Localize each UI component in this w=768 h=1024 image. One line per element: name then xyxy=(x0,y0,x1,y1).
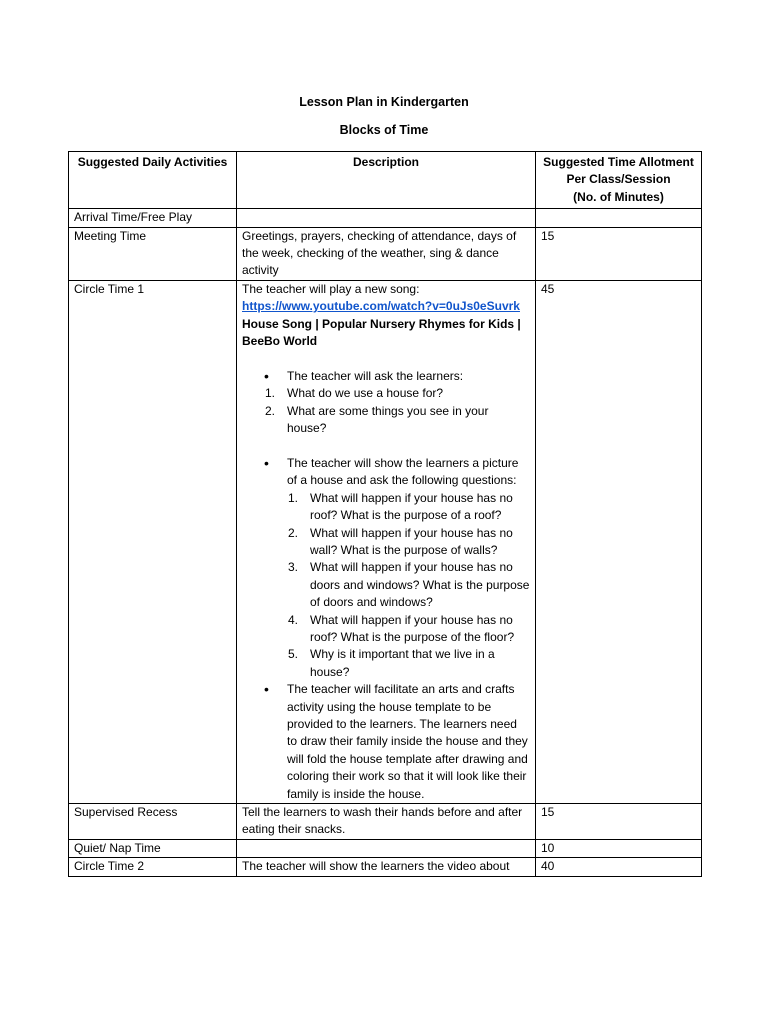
row-activity: Circle Time 1 xyxy=(69,280,237,803)
row-time: 40 xyxy=(536,858,702,876)
question-text: What will happen if your house has no doors and windows? What is the purpose of doors and windows? xyxy=(310,560,530,610)
song-title: House Song | Popular Nursery Rhymes for Kids | BeeBo World xyxy=(242,316,521,349)
question-item xyxy=(265,403,530,438)
question-text: What do we use a house for? xyxy=(287,386,444,401)
table-row xyxy=(69,858,702,876)
header-description: Description xyxy=(237,152,536,209)
question-text: What will happen if your house has no roof? What is the purpose of the floor? xyxy=(310,612,515,644)
row-description: Tell the learners to wash their hands before and after eating their snacks. xyxy=(237,804,536,840)
question-list-1 xyxy=(242,385,530,437)
row-time: 10 xyxy=(536,839,702,857)
question-number: 5. xyxy=(288,647,299,662)
question-item xyxy=(288,525,530,560)
question-item xyxy=(265,385,530,402)
question-list-2 xyxy=(287,490,530,681)
question-number: 2. xyxy=(288,525,299,540)
table-row xyxy=(69,839,702,857)
row-description: The teacher will show the learners the video about xyxy=(237,858,536,876)
bullet-item: • The teacher will facilitate an arts and crafts activity using the house template to be provided to the learners. The learners need to draw their family inside the house and they will fold the house template after drawing and coloring their work so that it will look like their family is inside the house. xyxy=(287,681,530,803)
question-number: 2. xyxy=(265,403,276,418)
row-description: Greetings, prayers, checking of attendance, days of the week, checking of the weather, sing & dance activity xyxy=(237,227,536,280)
bullet-item: • The teacher will ask the learners: xyxy=(287,368,530,385)
row-time: 15 xyxy=(536,804,702,840)
table-row xyxy=(69,227,702,280)
header-time-line3: (No. of Minutes) xyxy=(573,189,664,204)
row-description xyxy=(237,280,536,803)
question-item xyxy=(288,559,530,611)
bullet-list-2 xyxy=(242,455,530,803)
row-activity: Arrival Time/Free Play xyxy=(69,209,237,227)
question-text: What will happen if your house has no roof? What is the purpose of a roof? xyxy=(310,490,513,523)
question-text: What will happen if your house has no wall? What is the purpose of walls? xyxy=(310,525,513,557)
row-activity: Supervised Recess xyxy=(69,804,237,840)
question-number: 3. xyxy=(288,560,299,575)
question-number: 1. xyxy=(288,490,299,505)
table-row xyxy=(69,280,702,803)
row-time xyxy=(536,209,702,227)
header-time-allotment xyxy=(536,152,702,209)
row-description xyxy=(237,209,536,227)
question-item xyxy=(288,612,530,647)
question-text: Why is it important that we live in a house? xyxy=(310,647,495,679)
circle1-intro: The teacher will play a new song: xyxy=(242,281,420,296)
bullet-text: The teacher will show the learners a picture of a house and ask the following questions: xyxy=(287,455,519,488)
row-time: 15 xyxy=(536,227,702,280)
header-time-line2: Per Class/Session xyxy=(566,172,671,187)
bullet-list-1 xyxy=(242,368,530,385)
table-row xyxy=(69,209,702,227)
question-number: 1. xyxy=(265,386,276,401)
question-text: What are some things you see in your house? xyxy=(287,403,489,436)
row-activity: Circle Time 2 xyxy=(69,858,237,876)
question-number: 4. xyxy=(288,612,299,627)
row-activity: Meeting Time xyxy=(69,227,237,280)
table-row xyxy=(69,804,702,840)
row-activity: Quiet/ Nap Time xyxy=(69,839,237,857)
question-item xyxy=(288,646,530,681)
document-title: Lesson Plan in Kindergarten xyxy=(299,95,469,109)
question-item xyxy=(288,490,530,525)
blocks-of-time-table xyxy=(68,151,702,877)
row-time: 45 xyxy=(536,280,702,803)
table-header-row xyxy=(69,152,702,209)
header-time-line1: Suggested Time Allotment xyxy=(543,155,694,169)
header-activities: Suggested Daily Activities xyxy=(69,152,237,209)
song-link[interactable]: https://www.youtube.com/watch?v=0uJs0eSuvrk xyxy=(242,299,520,314)
row-description xyxy=(237,839,536,857)
document-subtitle: Blocks of Time xyxy=(339,123,429,137)
bullet-item xyxy=(287,455,530,681)
